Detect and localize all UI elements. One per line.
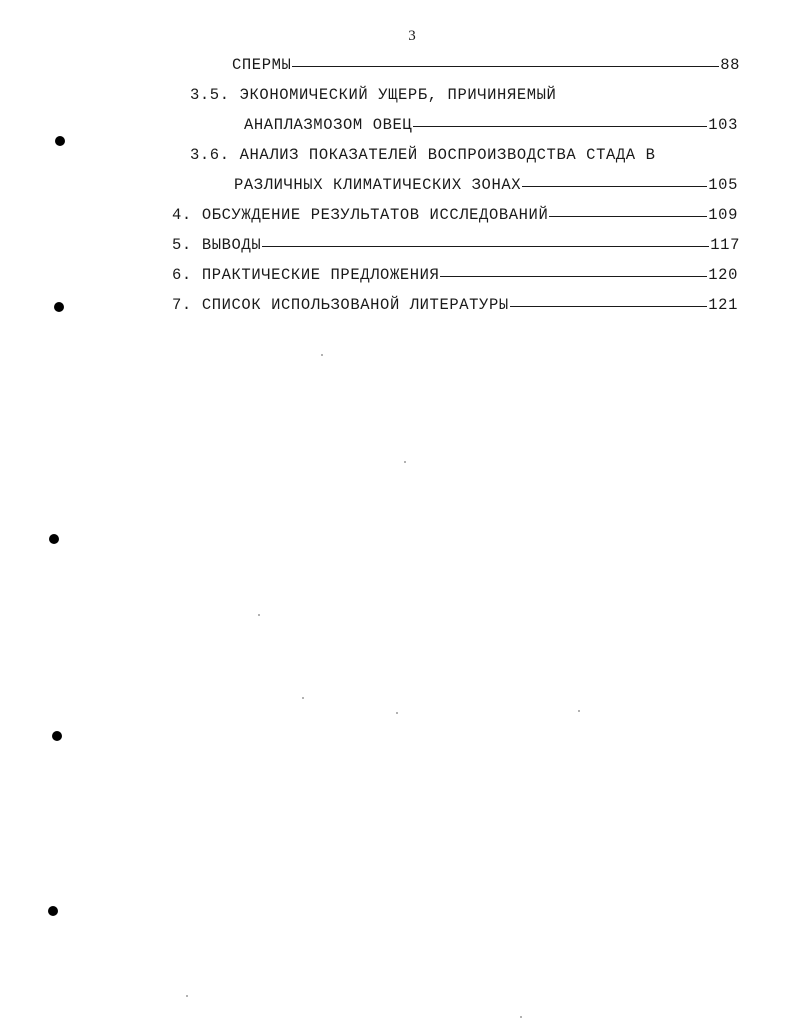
dot-leader — [262, 246, 709, 247]
scan-speck — [258, 614, 260, 616]
toc-entry-number: 3.6. — [190, 146, 230, 164]
dot-leader — [292, 66, 719, 67]
toc-entry-title: СПЕРМЫ — [232, 56, 292, 74]
toc-entry-page: 120 — [708, 266, 738, 284]
toc-entry-title: АНАЛИЗ ПОКАЗАТЕЛЕЙ ВОСПРОИЗВОДСТВА СТАДА В — [239, 146, 656, 164]
toc-entry-title: АНАПЛАЗМОЗОМ ОВЕЦ — [244, 116, 413, 134]
toc-entry-5 — [172, 236, 740, 258]
binder-hole-icon — [49, 534, 59, 544]
toc-entry-3-6-cont — [234, 176, 738, 198]
dot-leader — [510, 306, 708, 307]
toc-entry-title: ОБСУЖДЕНИЕ РЕЗУЛЬТАТОВ ИССЛЕДОВАНИЙ — [201, 206, 549, 224]
scan-speck — [578, 710, 580, 712]
toc-entry-3-5-cont — [244, 116, 738, 138]
toc-entry-page: 109 — [708, 206, 738, 224]
toc-entry-number: 5. — [172, 236, 192, 254]
binder-hole-icon — [48, 906, 58, 916]
toc-entry-4 — [172, 206, 738, 228]
dot-leader — [549, 216, 707, 217]
toc-entry-page: 105 — [708, 176, 738, 194]
toc-entry-page: 103 — [708, 116, 738, 134]
scan-speck — [404, 461, 406, 463]
toc-entry-title: ЭКОНОМИЧЕСКИЙ УЩЕРБ, ПРИЧИНЯЕМЫЙ — [239, 86, 557, 104]
page-number: 3 — [408, 28, 416, 44]
toc-entry-3-5 — [190, 86, 556, 108]
scan-speck — [520, 1016, 522, 1018]
scan-speck — [321, 354, 323, 356]
toc-entry-7 — [172, 296, 738, 318]
toc-entry-6 — [172, 266, 738, 288]
toc-entry-page: 88 — [720, 56, 740, 74]
toc-entry-number: 6. — [172, 266, 192, 284]
toc-entry-page: 121 — [708, 296, 738, 314]
toc-entry-page: 117 — [710, 236, 740, 254]
binder-hole-icon — [54, 302, 64, 312]
toc-entry-number: 3.5. — [190, 86, 230, 104]
toc-entry-title: ВЫВОДЫ — [201, 236, 262, 254]
scan-speck — [186, 995, 188, 997]
toc-entry-title: РАЗЛИЧНЫХ КЛИМАТИЧЕСКИХ ЗОНАХ — [234, 176, 522, 194]
toc-entry-number: 7. — [172, 296, 192, 314]
binder-hole-icon — [55, 136, 65, 146]
dot-leader — [522, 186, 707, 187]
toc-entry-title: СПИСОК ИСПОЛЬЗОВАНОЙ ЛИТЕРАТУРЫ — [201, 296, 509, 314]
toc-entry-title: ПРАКТИЧЕСКИЕ ПРЕДЛОЖЕНИЯ — [201, 266, 440, 284]
toc-entry-3-6 — [190, 146, 655, 168]
scan-speck — [396, 712, 398, 714]
dot-leader — [413, 126, 707, 127]
toc-entry-sperm — [232, 56, 740, 78]
toc-entry-number: 4. — [172, 206, 192, 224]
binder-hole-icon — [52, 731, 62, 741]
scan-speck — [302, 697, 304, 699]
dot-leader — [440, 276, 707, 277]
